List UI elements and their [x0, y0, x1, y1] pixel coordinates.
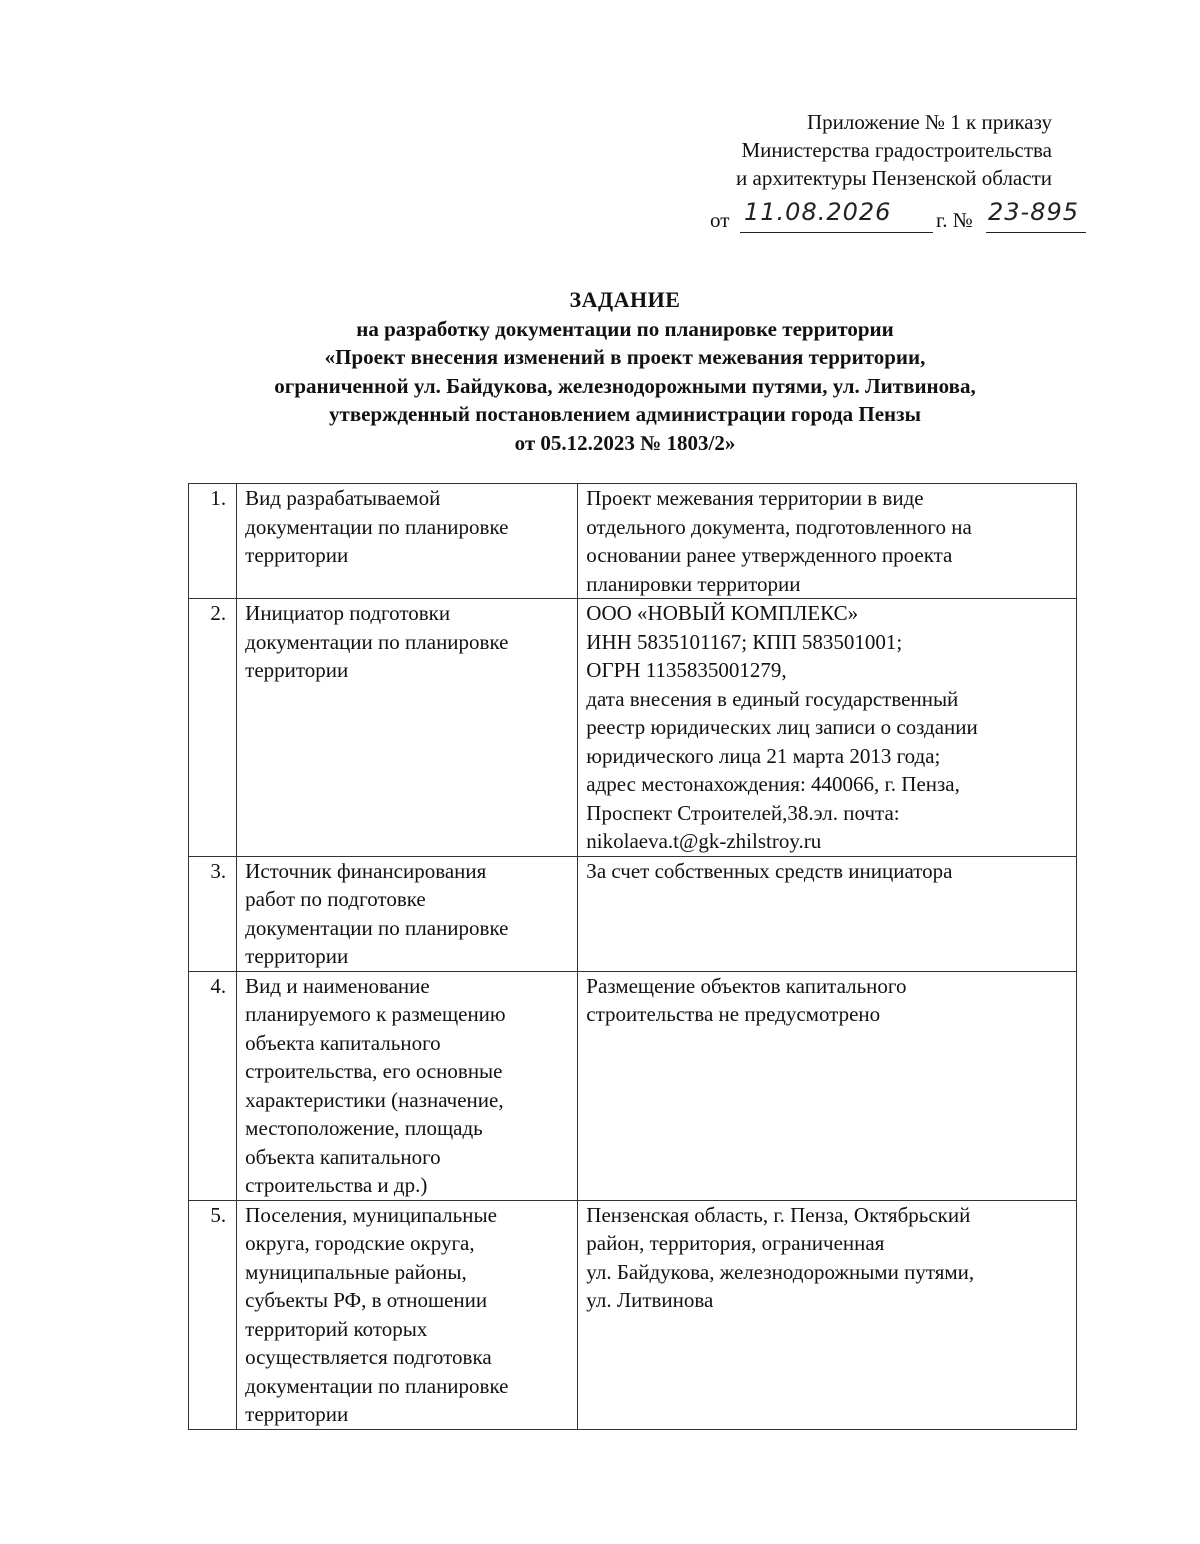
parameter-name-line: Инициатор подготовки: [245, 601, 451, 625]
parameter-value-line: ул. Байдукова, железнодорожными путями,: [586, 1259, 975, 1284]
row-parameter-name: [237, 484, 578, 599]
row-number: 4.: [189, 971, 237, 1200]
parameter-value-line: район, территория, ограниченная: [586, 1231, 885, 1255]
parameter-name-line: территории: [245, 944, 349, 968]
table-row: [189, 1200, 1077, 1429]
table-row: [189, 971, 1077, 1200]
row-parameter-value: [578, 856, 1077, 971]
parameter-name-line: строительства, его основные: [245, 1059, 503, 1083]
parameter-name-line: муниципальные районы,: [245, 1259, 467, 1284]
parameter-name-line: планируемого к размещению: [245, 1002, 506, 1026]
parameter-value-line: Пензенская область, г. Пенза, Октябрьский: [586, 1202, 971, 1227]
parameter-value-line: адрес местонахождения: 440066, г. Пенза,: [586, 772, 960, 796]
parameter-name-line: работ по подготовке: [245, 887, 426, 911]
title-main: ЗАДАНИЕ: [569, 287, 681, 312]
row-parameter-value: [578, 484, 1077, 599]
document-title: [150, 286, 1100, 457]
title-line-4: утвержденный постановлением администрации города Пензы: [329, 402, 921, 426]
parameter-name-line: территории: [245, 1402, 349, 1426]
parameter-value-line: строительства не предусмотрено: [586, 1002, 881, 1026]
table-row: [189, 856, 1077, 971]
appendix-line-2: Министерства градостроительства: [741, 138, 1052, 162]
title-line-2: «Проект внесения изменений в проект межевания территории,: [324, 345, 926, 369]
parameter-value-line: реестр юридических лиц записи о создании: [586, 715, 978, 739]
parameter-name-line: объекта капитального: [245, 1030, 441, 1055]
parameter-name-line: округа, городские округа,: [245, 1231, 475, 1255]
row-parameter-value: [578, 971, 1077, 1200]
row-number: 1.: [189, 484, 237, 599]
title-line-1: на разработку документации по планировке территории: [356, 316, 894, 341]
parameter-value-line: планировки территории: [586, 571, 801, 596]
row-parameter-name: [237, 1200, 578, 1429]
table-row: [189, 484, 1077, 599]
order-number-handwritten: 23-895: [988, 198, 1080, 226]
parameter-name-line: документации по планировке: [245, 915, 509, 940]
parameter-value-line: ООО «НОВЫЙ КОМПЛЕКС»: [586, 601, 859, 625]
title-line-3: ограниченной ул. Байдукова, железнодорожными путями, ул. Литвинова,: [274, 373, 976, 398]
parameter-name-line: местоположение, площадь: [245, 1116, 483, 1140]
title-line-5: от 05.12.2023 № 1803/2»: [514, 430, 736, 455]
parameter-name-line: строительства и др.): [245, 1173, 428, 1197]
parameter-value-line: nikolaeva.t@gk-zhilstroy.ru: [586, 829, 822, 853]
task-table: [188, 483, 1077, 1430]
parameter-value-line: ул. Литвинова: [586, 1288, 714, 1312]
parameter-value-line: За счет собственных средств инициатора: [586, 858, 953, 883]
parameter-name-line: субъекты РФ, в отношении: [245, 1288, 488, 1312]
row-parameter-name: [237, 599, 578, 857]
parameter-name-line: территории: [245, 543, 349, 567]
row-parameter-name: [237, 971, 578, 1200]
parameter-name-line: территории: [245, 658, 349, 682]
row-parameter-name: [237, 856, 578, 971]
date-underline: [740, 232, 933, 233]
appendix-header: [736, 108, 1052, 192]
row-number: 5.: [189, 1200, 237, 1429]
appendix-line-1: Приложение № 1 к приказу: [807, 110, 1052, 134]
parameter-name-line: Поселения, муниципальные: [245, 1202, 497, 1227]
row-parameter-value: [578, 599, 1077, 857]
number-underline: [986, 232, 1086, 233]
parameter-name-line: объекта капитального: [245, 1144, 441, 1169]
order-number-label: г. №: [936, 208, 973, 232]
appendix-line-3: и архитектуры Пензенской области: [736, 166, 1052, 190]
parameter-name-line: Вид разрабатываемой: [245, 486, 441, 510]
order-from-label: от: [710, 208, 730, 232]
parameter-value-line: Размещение объектов капитального: [586, 973, 907, 998]
parameter-value-line: основании ранее утвержденного проекта: [586, 543, 953, 567]
parameter-name-line: документации по планировке: [245, 629, 509, 654]
table-row: [189, 599, 1077, 857]
parameter-value-line: отдельного документа, подготовленного на: [586, 514, 972, 539]
parameter-name-line: Источник финансирования: [245, 858, 487, 883]
parameter-value-line: дата внесения в единый государственный: [586, 686, 959, 711]
row-number: 3.: [189, 856, 237, 971]
parameter-name-line: территорий которых: [245, 1316, 428, 1341]
parameter-value-line: ИНН 5835101167; КПП 583501001;: [586, 629, 903, 654]
row-number: 2.: [189, 599, 237, 857]
parameter-name-line: характеристики (назначение,: [245, 1087, 504, 1112]
row-parameter-value: [578, 1200, 1077, 1429]
order-date-handwritten: 11.08.2026: [744, 198, 892, 226]
parameter-value-line: ОГРН 1135835001279,: [586, 658, 787, 682]
parameter-name-line: Вид и наименование: [245, 973, 430, 998]
parameter-name-line: осуществляется подготовка: [245, 1345, 492, 1369]
parameter-value-line: Проспект Строителей,38.эл. почта:: [586, 800, 900, 825]
parameter-value-line: юридического лица 21 марта 2013 года;: [586, 743, 941, 768]
parameter-name-line: документации по планировке: [245, 1373, 509, 1398]
parameter-name-line: документации по планировке: [245, 514, 509, 539]
parameter-value-line: Проект межевания территории в виде: [586, 486, 924, 510]
